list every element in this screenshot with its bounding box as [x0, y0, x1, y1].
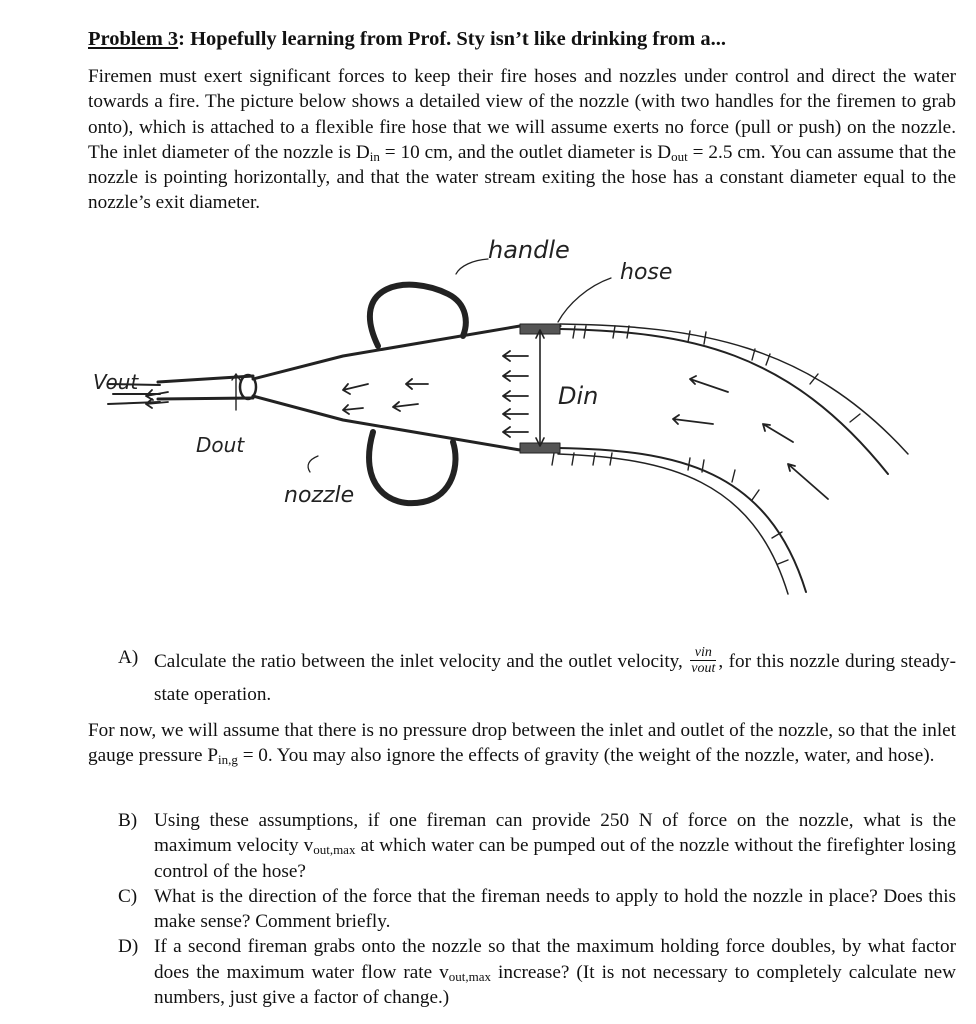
hose-bottom-outer	[558, 454, 788, 594]
hose-bottom-wall	[558, 448, 806, 592]
label-dout: Dout	[196, 433, 245, 457]
question-a-label: A)	[118, 647, 139, 668]
intro-text-2: = 10 cm, and the outlet diameter is D	[379, 141, 672, 163]
assumptions-paragraph	[88, 718, 956, 769]
question-a	[118, 645, 956, 711]
question-b	[118, 808, 956, 884]
flow-arrows	[146, 351, 828, 499]
assumptions-text-2: = 0. You may also ignore the effects of gravity (the weight of the nozzle, water, and hose).	[237, 745, 935, 767]
question-b-text-1: Using these assumptions, if one fireman can provide 250 N of force on the nozzle, what is the maximum velocity v	[154, 810, 956, 857]
fraction-numerator: vin	[690, 645, 716, 661]
intro-text-1: Firemen must exert significant forces to keep their fire hoses and nozzles under control and direct the water towards a fire. The picture below shows a detailed view of the nozzle (with two handles for the firemen to grab onto), which is attached to a flexible fire hose that we will assume exerts no force (pull or push) on the nozzle. The inlet diameter of the nozzle is D	[88, 66, 956, 163]
question-d-text-1: If a second fireman grabs onto the nozzle so that the maximum holding force doubles, by what factor does the maximum water flow rate v	[154, 936, 956, 983]
nozzle-leader	[308, 456, 318, 472]
nozzle-top-wall	[253, 326, 560, 379]
question-d-sub: out,max	[448, 968, 491, 984]
label-vout: Vout	[93, 370, 139, 394]
nozzle-tip-ring	[240, 375, 256, 399]
intro-text-3: = 2.5 cm. You can assume that the nozzle is pointing horizontally, and that the water stream exiting the hose has a constant diameter equal to the nozzle’s exit diameter.	[88, 141, 956, 214]
label-hose: hose	[620, 260, 673, 285]
problem-number: Problem 3	[88, 28, 179, 50]
label-nozzle: nozzle	[284, 483, 355, 508]
questions-bcd	[118, 808, 956, 1010]
question-c	[118, 884, 956, 935]
problem-subtitle: : Hopefully learning from Prof. Sty isn’t like drinking from a...	[178, 28, 726, 50]
assumptions-sub: in,g	[218, 752, 238, 768]
fraction-denominator: vout	[691, 661, 716, 677]
nozzle-bottom-wall	[253, 396, 558, 450]
hose-top-wall	[560, 329, 888, 474]
question-d	[118, 934, 956, 1010]
din-dimension-line	[536, 330, 544, 446]
label-din: Din	[558, 382, 599, 410]
question-a-text-2: , for this nozzle during steady-state operation.	[154, 651, 956, 706]
nozzle-figure	[88, 224, 958, 604]
question-b-text-2: at which water can be pumped out of the nozzle without the firefighter losing control of the hose?	[154, 835, 956, 882]
intro-sub-in: in	[369, 148, 380, 164]
assumptions-text-1: For now, we will assume that there is no pressure drop between the inlet and outlet of the nozzle, so that the inlet gauge pressure P	[88, 720, 956, 767]
question-b-label: B)	[118, 810, 138, 831]
hose-leader	[558, 278, 611, 322]
question-d-text-2: increase? (It is not necessary to completely calculate new numbers, just give a factor of change.)	[154, 961, 956, 1009]
question-a-text-1: Calculate the ratio between the inlet velocity and the outlet velocity,	[154, 651, 689, 672]
intro-paragraph	[88, 64, 956, 216]
question-d-label: D)	[118, 936, 139, 958]
nozzle-tip-bottom	[158, 398, 253, 399]
handle-bottom	[369, 432, 455, 503]
hose-hatch-marks	[552, 326, 860, 564]
question-c-label: C)	[118, 885, 138, 907]
dout-dimension-line	[232, 374, 240, 410]
hose-top-outer	[560, 324, 908, 454]
question-b-sub: out,max	[313, 842, 356, 858]
velocity-ratio-fraction	[690, 645, 716, 676]
intro-sub-out: out	[671, 148, 688, 164]
handle-leader	[456, 259, 488, 274]
label-handle: handle	[488, 236, 570, 264]
problem-title	[88, 28, 726, 51]
question-c-text: What is the direction of the force that the fireman needs to apply to hold the nozzle in place? Does this make sense? Comment briefly.	[154, 885, 956, 933]
